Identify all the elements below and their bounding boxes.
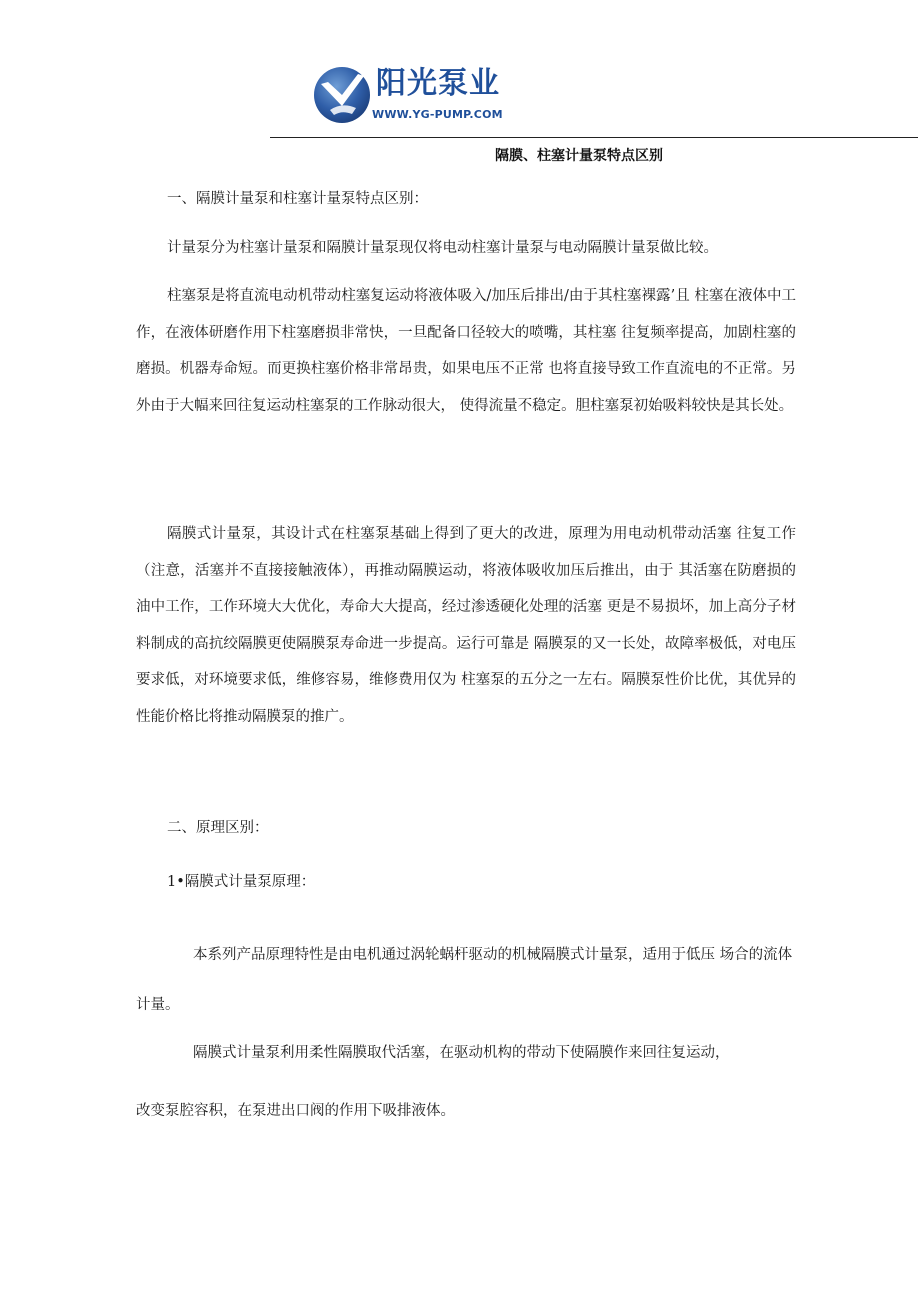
- plunger-paragraph: 柱塞泵是将直流电动机带动柱塞复运动将液体吸入/加压后排出/由于其柱塞裸露’且 柱塞在液体中工作，在液体研磨作用下柱塞磨损非常快，一旦配备口径较大的喷嘴，其柱塞 往复频率提高，加剧柱塞的磨损。机器寿命短。而更换柱塞价格非常昂贵，如果电压不正常 也将直接导致工作直流电的不正常。另外由于大幅来回往复运动柱塞泵的工作脉动很大， 使得流量不稳定。胆柱塞泵初始吸料较快是其长处。: [136, 288, 796, 414]
- header-divider: [270, 137, 918, 138]
- section-heading-2: 二、原理区别：: [167, 820, 269, 836]
- subheading-diaphragm-principle: 1•隔膜式计量泵原理：: [167, 874, 316, 890]
- mechanism-paragraph: [136, 1043, 796, 1121]
- document-title: 隔膜、柱塞计量泵特点区别: [495, 148, 663, 164]
- principle-paragraph: 本系列产品原理特性是由电机通过涡轮蜗杆驱动的机械隔膜式计量泵，适用于低压 场合的流体计量。: [136, 947, 793, 1013]
- mechanism-line-2: 改变泵腔容积，在泵进出口阀的作用下吸排液体。: [136, 1103, 455, 1119]
- company-name: 阳光泵业: [376, 66, 500, 101]
- company-logo: [312, 62, 512, 132]
- section-heading-1: 一、隔膜计量泵和柱塞计量泵特点区别：: [167, 191, 428, 207]
- company-url: WWW.YG-PUMP.COM: [372, 108, 503, 121]
- diaphragm-paragraph: 隔膜式计量泵，其设计式在柱塞泵基础上得到了更大的改进，原理为用电动机带动活塞 往复工作（注意，活塞并不直接接触液体），再推动隔膜运动，将液体吸收加压后推出，由于 其活塞在防磨损的油中工作，工作环境大大优化，寿命大大提高，经过渗透硬化处理的活塞 更是不易损坏，加上高分子材料制成的高抗绞隔膜更使隔膜泵寿命进一步提高。运行可靠是 隔膜泵的又一长处，故障率极低，对电压要求低，对环境要求低，维修容易，维修费用仅为 柱塞泵的五分之一左右。隔膜泵性价比优，其优异的性能价格比将推动隔膜泵的推广。: [136, 526, 796, 725]
- pump-logo-icon: [312, 62, 372, 126]
- mechanism-line-1: 隔膜式计量泵利用柔性隔膜取代活塞，在驱动机构的带动下使隔膜作来回往复运动，: [193, 1045, 730, 1061]
- intro-paragraph: 计量泵分为柱塞计量泵和隔膜计量泵现仅将电动柱塞计量泵与电动隔膜计量泵做比较。: [167, 240, 718, 256]
